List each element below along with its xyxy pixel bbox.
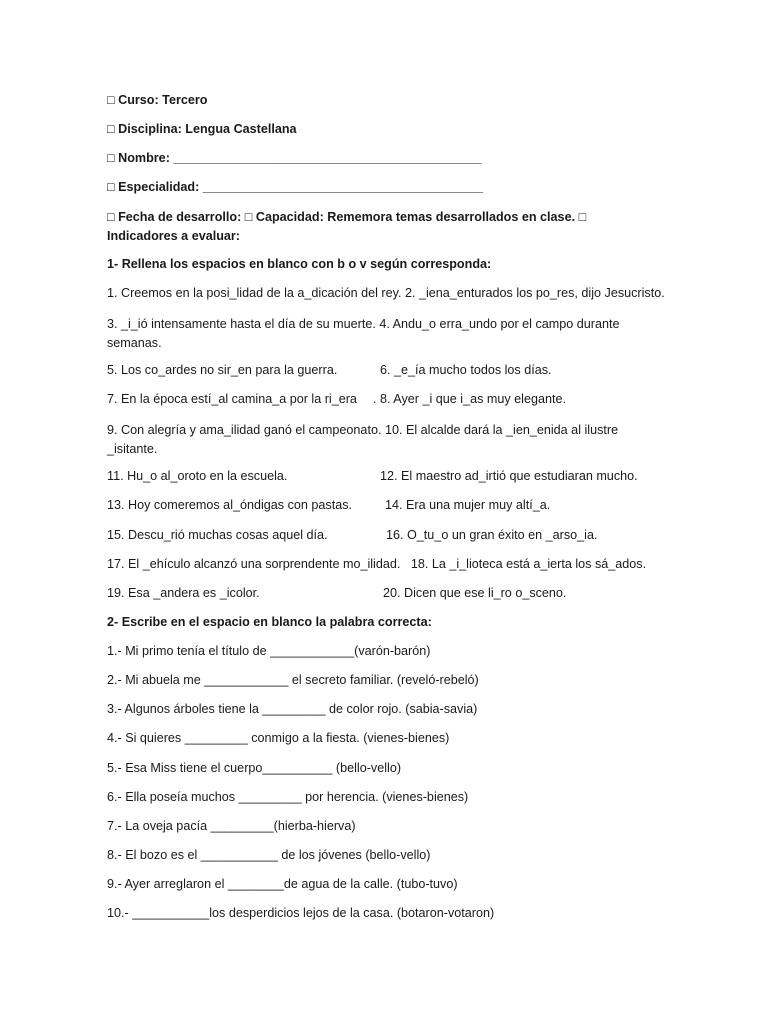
fill-item: 9.- Ayer arreglaron el ________de agua de la calle. (tubo-tuvo) [107, 877, 458, 891]
fill-item: 4.- Si quieres _________ conmigo a la fiesta. (vienes-bienes) [107, 731, 450, 745]
specialty-line: □ Especialidad: ________________________________________ [107, 180, 483, 194]
exercise-7: 7. En la época estí_al camina_a por la ri_era [107, 392, 357, 406]
fill-item: 10.- ___________los desperdicios lejos de la casa. (botaron-votaron) [107, 906, 495, 920]
exercise-19: 19. Esa _andera es _icolor. [107, 586, 260, 600]
exercise-6: 6. _e_ía mucho todos los días. [380, 363, 552, 377]
discipline-line: □ Disciplina: Lengua Castellana [107, 122, 297, 136]
name-line: □ Nombre: ____________________________________________ [107, 151, 482, 165]
exercise-13: 13. Hoy comeremos al_óndigas con pastas. [107, 498, 353, 512]
fill-item: 6.- Ella poseía muchos _________ por herencia. (vienes-bienes) [107, 790, 469, 804]
exercise-12: 12. El maestro ad_irtió que estudiaran mucho. [380, 469, 638, 483]
exercise-row-17-18: 17. El _ehículo alcanzó una sorprendente mo_ilidad. 18. La _i_lioteca está a_ierta los sá_ados. [107, 557, 647, 571]
exercise-11: 11. Hu_o al_oroto en la escuela. [107, 469, 288, 483]
exercise-14: 14. Era una mujer muy altí_a. [385, 498, 551, 512]
exercise-row-9-10: 9. Con alegría y ama_ilidad ganó el campeonato. 10. El alcalde dará la _ien_enida al ilustre _isitante. [107, 423, 619, 456]
fill-item: 5.- Esa Miss tiene el cuerpo__________ (bello-vello) [107, 761, 402, 775]
exercise-16: 16. O_tu_o un gran éxito en _arso_ia. [386, 528, 598, 542]
exercise-20: 20. Dicen que ese li_ro o_sceno. [383, 586, 567, 600]
exercise-15: 15. Descu_rió muchas cosas aquel día. [107, 528, 328, 542]
exercise-row-3-4: 3. _i_ió intensamente hasta el día de su muerte. 4. Andu_o erra_undo por el campo durante semanas. [107, 317, 620, 350]
fill-item: 3.- Algunos árboles tiene la _________ de color rojo. (sabia-savia) [107, 702, 478, 716]
section2-title: 2- Escribe en el espacio en blanco la palabra correcta: [107, 615, 432, 629]
exercise-5: 5. Los co_ardes no sir_en para la guerra. [107, 363, 338, 377]
section1-title: 1- Rellena los espacios en blanco con b o v según corresponda: [107, 257, 492, 271]
fill-item: 1.- Mi primo tenía el título de ____________(varón-barón) [107, 644, 431, 658]
fill-item: 7.- La oveja pacía _________(hierba-hierva) [107, 819, 356, 833]
exercise-row-1-2: 1. Creemos en la posi_lidad de la a_dicación del rey. 2. _iena_enturados los po_res, dijo Jesucristo. [107, 286, 665, 300]
date-capacity-line: □ Fecha de desarrollo: □ Capacidad: Rememora temas desarrollados en clase. □ Indicadores a evaluar: [107, 210, 587, 243]
course-line: □ Curso: Tercero [107, 93, 208, 107]
exercise-8: . 8. Ayer _i que i_as muy elegante. [373, 392, 566, 406]
fill-item: 2.- Mi abuela me ____________ el secreto familiar. (reveló-rebeló) [107, 673, 479, 687]
fill-item: 8.- El bozo es el ___________ de los jóvenes (bello-vello) [107, 848, 431, 862]
